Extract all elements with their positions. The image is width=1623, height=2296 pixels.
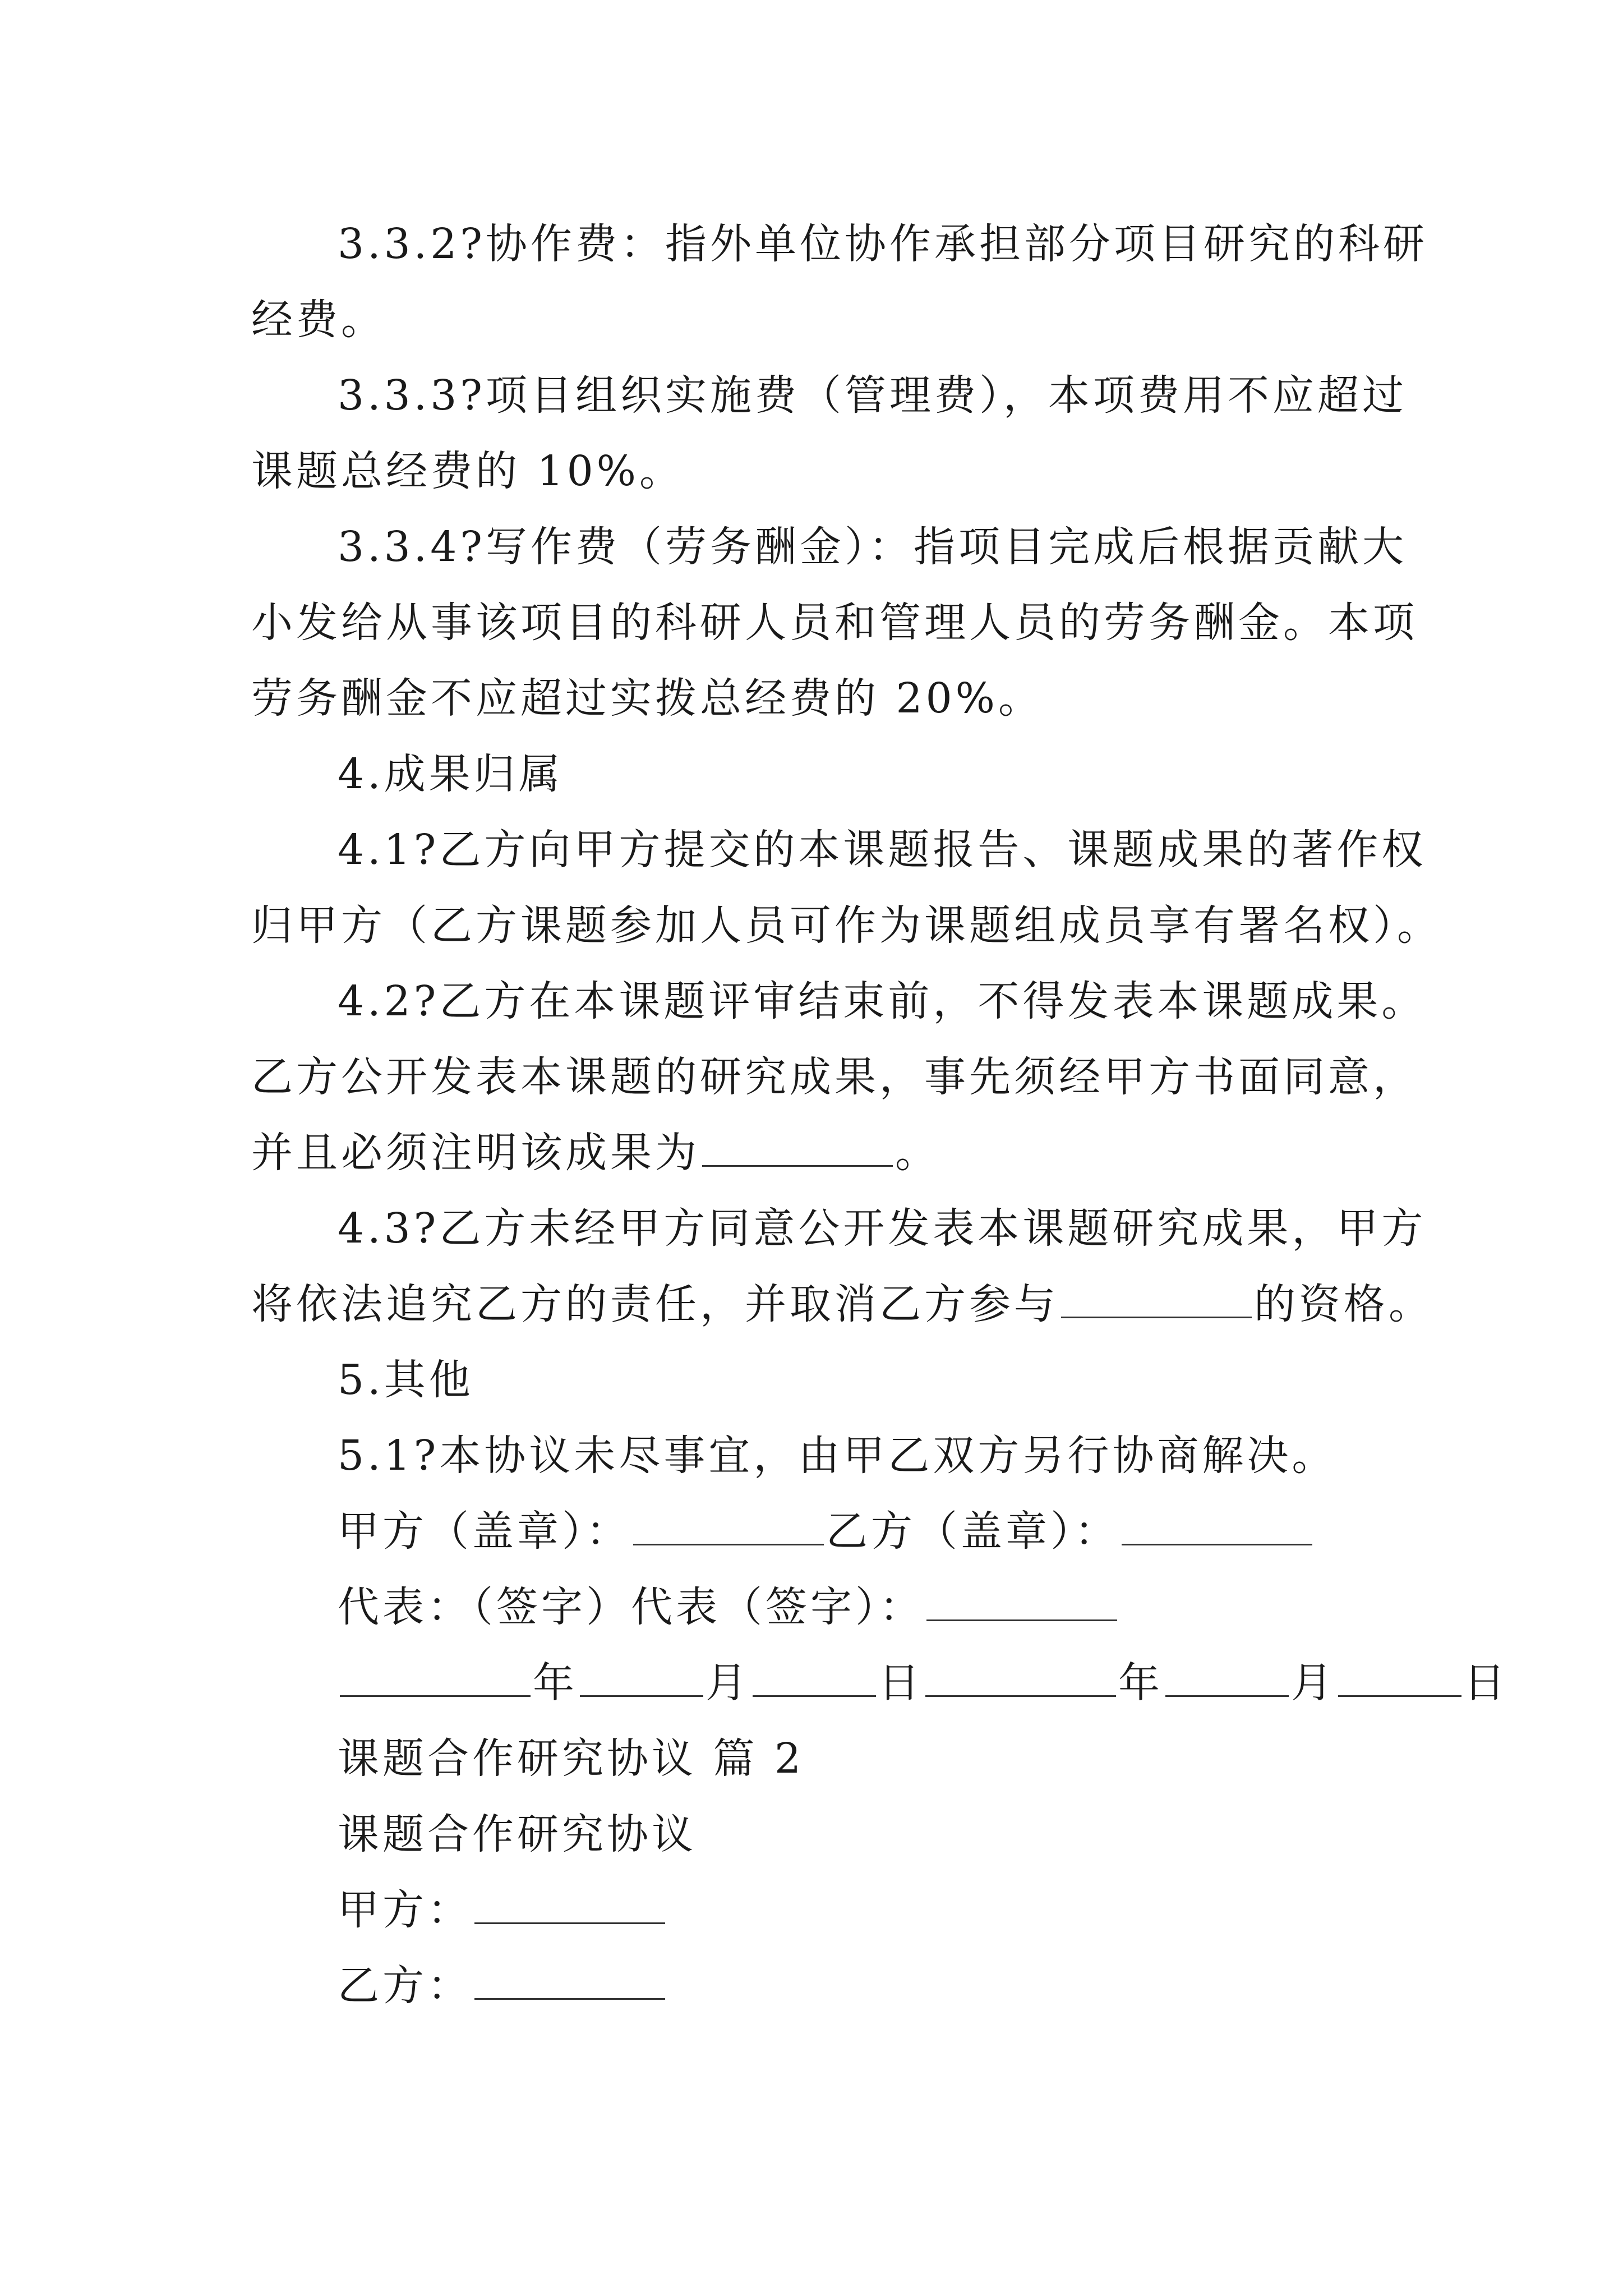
blank-field[interactable]	[702, 1129, 893, 1167]
section-2-party-a-line	[338, 1882, 667, 1938]
paragraph-5-1: 5.1?本协议未尽事宜，由甲乙双方另行协商解决。	[338, 1432, 1337, 1480]
paragraph-3-3-4-line-2: 小发给从事该项目的科研人员和管理人员的劳务酬金。本项	[251, 599, 1418, 647]
party-b-seal-label: 乙方（盖章）：	[826, 1507, 1119, 1556]
day-b-blank[interactable]	[1338, 1659, 1461, 1697]
year-a-blank[interactable]	[340, 1659, 531, 1697]
month-label: 月	[706, 1659, 750, 1707]
signature-rep-line	[338, 1579, 1119, 1635]
paragraph-3-3-4-line-3: 劳务酬金不应超过实拨总经费的 20%。	[251, 674, 1043, 723]
party-a-seal-label: 甲方（盖章）：	[338, 1507, 631, 1556]
paragraph-3-3-3-line-1: 3.3.3?项目组织实施费（管理费），本项费用不应超过	[338, 371, 1407, 420]
signature-date-line	[338, 1655, 1509, 1711]
representative-label: 代表：（签字）代表（签字）：	[338, 1583, 924, 1631]
section-2-party-a-label: 甲方：	[338, 1886, 472, 1934]
paragraph-4-2-line-3	[251, 1125, 940, 1181]
paragraph-4-1-line-2: 归甲方（乙方课题参加人员可作为课题组成员享有署名权）。	[251, 901, 1442, 950]
year-b-blank[interactable]	[925, 1659, 1116, 1697]
day-label: 日	[1464, 1659, 1509, 1707]
paragraph-3-3-2-line-2: 经费。	[251, 296, 386, 344]
section-2-heading: 课题合作研究协议 篇 2	[338, 1734, 805, 1783]
paragraph-4-3-line-2	[251, 1276, 1433, 1332]
day-a-blank[interactable]	[753, 1659, 876, 1697]
paragraph-4-3-line-2-end: 的资格。	[1254, 1280, 1433, 1328]
section-5-heading: 5.其他	[338, 1356, 474, 1404]
party-b-seal-blank[interactable]	[1122, 1508, 1312, 1545]
paragraph-4-2-line-2: 乙方公开发表本课题的研究成果，事先须经甲方书面同意，	[251, 1053, 1418, 1101]
paragraph-3-3-2-line-1: 3.3.2?协作费：指外单位协作承担部分项目研究的科研	[338, 220, 1428, 268]
paragraph-4-2-line-1: 4.2?乙方在本课题评审结束前，不得发表本课题成果。	[338, 977, 1427, 1025]
representative-blank[interactable]	[926, 1584, 1117, 1621]
paragraph-4-3-line-1: 4.3?乙方未经甲方同意公开发表本课题研究成果，甲方	[338, 1204, 1427, 1253]
month-a-blank[interactable]	[580, 1659, 703, 1697]
section-2-party-b-line	[338, 1958, 667, 2014]
paragraph-4-2-line-3-end: 。	[895, 1129, 940, 1177]
year-label: 年	[1118, 1659, 1163, 1707]
section-2-party-b-blank[interactable]	[474, 1962, 665, 2000]
month-b-blank[interactable]	[1165, 1659, 1289, 1697]
paragraph-4-2-line-3-text: 并且必须注明该成果为	[251, 1129, 700, 1177]
month-label: 月	[1291, 1659, 1336, 1707]
section-4-heading: 4.成果归属	[338, 750, 564, 798]
paragraph-3-3-3-line-2: 课题总经费的 10%。	[251, 447, 684, 495]
paragraph-4-3-line-2-text: 将依法追究乙方的责任，并取消乙方参与	[251, 1280, 1059, 1328]
section-2-title: 课题合作研究协议	[338, 1810, 697, 1858]
year-label: 年	[533, 1659, 578, 1707]
section-2-party-a-blank[interactable]	[474, 1887, 665, 1924]
party-a-seal-blank[interactable]	[633, 1508, 824, 1545]
day-label: 日	[878, 1659, 923, 1707]
signature-party-line	[338, 1503, 1315, 1559]
paragraph-4-1-line-1: 4.1?乙方向甲方提交的本课题报告、课题成果的著作权	[338, 826, 1427, 874]
blank-field[interactable]	[1061, 1281, 1252, 1318]
paragraph-3-3-4-line-1: 3.3.4?写作费（劳务酬金）：指项目完成后根据贡献大	[338, 523, 1407, 571]
section-2-party-b-label: 乙方：	[338, 1962, 472, 2010]
